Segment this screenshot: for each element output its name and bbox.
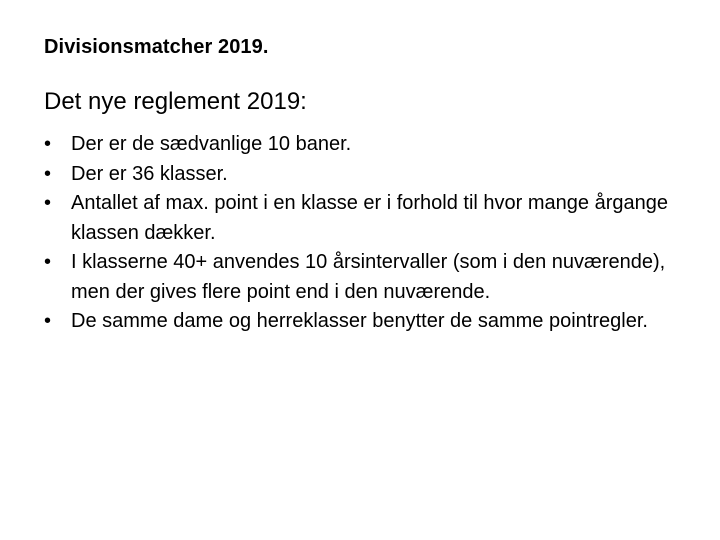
slide-title: Divisionsmatcher 2019. (44, 36, 269, 58)
bullet-list (44, 130, 684, 337)
bullet-item (44, 248, 684, 307)
bullet-text: Der er de sædvanlige 10 baner. (71, 133, 352, 155)
slide-subtitle: Det nye reglement 2019: (44, 88, 307, 115)
bullet-text: I klasserne 40+ anvendes 10 årsintervaller (som i den nuværende), men der gives flere point end i den nuværende. (71, 251, 666, 303)
bullet-dot-icon: • (44, 310, 52, 332)
bullet-dot-icon: • (44, 162, 52, 185)
bullet-text: Antallet af max. point i en klasse er i forhold til hvor mange årgange klassen dækker. (71, 192, 668, 244)
bullet-item (44, 160, 684, 190)
bullet-dot-icon: • (44, 251, 52, 273)
bullet-item (44, 189, 684, 248)
bullet-dot-icon: • (44, 133, 52, 155)
bullet-text: Der er 36 klasser. (71, 162, 228, 185)
bullet-dot-icon: • (44, 192, 52, 214)
bullet-item (44, 307, 684, 337)
bullet-text: De samme dame og herreklasser benytter de samme pointregler. (71, 310, 648, 332)
bullet-item (44, 130, 684, 160)
